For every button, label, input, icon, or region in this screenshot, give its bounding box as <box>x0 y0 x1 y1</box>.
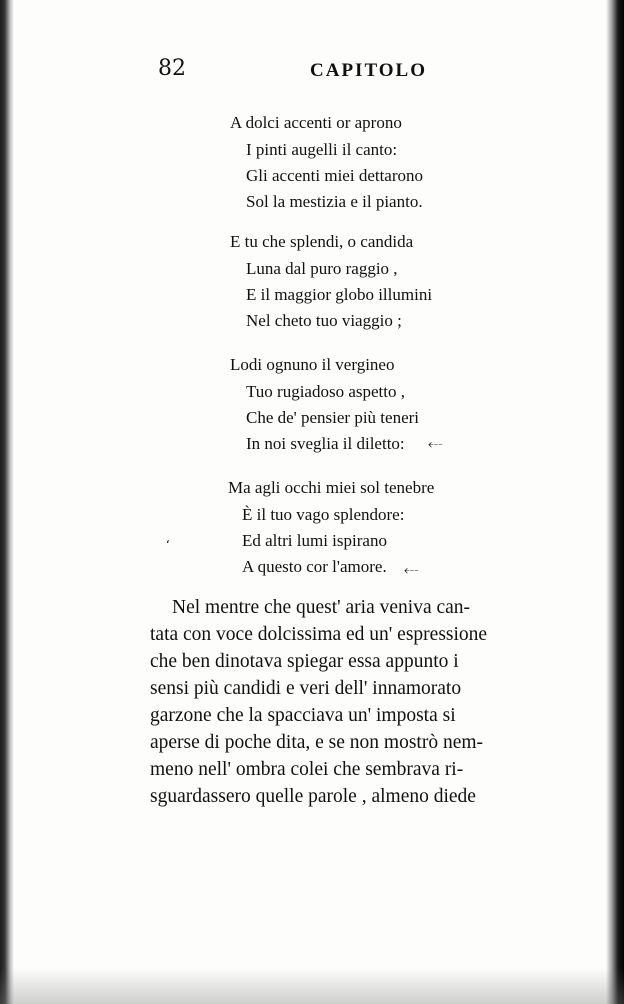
prose-line: sguardassero quelle parole , almeno diede <box>150 786 476 807</box>
ink-mark: ⤎ <box>428 436 443 452</box>
verse-line: È il tuo vago splendore: <box>242 505 405 524</box>
verse-line: Lodi ognuno il vergineo <box>230 355 395 374</box>
page-bottom-edge <box>0 968 624 1004</box>
prose-line: sensi più candidi e veri dell' innamorato <box>150 678 462 699</box>
verse-line: E tu che splendi, o candida <box>230 232 414 251</box>
prose-line: meno nell' ombra colei che sembrava ri- <box>150 759 464 780</box>
prose-line: Nel mentre che quest' aria veniva can- <box>172 597 471 618</box>
page-number: 82 <box>158 56 186 81</box>
verse-line: E il maggior globo illumini <box>246 285 433 304</box>
verse-line: Ma agli occhi miei sol tenebre <box>228 478 435 497</box>
prose-line: tata con voce dolcissima ed un' espressione <box>150 624 488 645</box>
verse-line: Tuo rugiadoso aspetto , <box>246 382 405 401</box>
verse-line: Ed altri lumi ispirano <box>242 531 387 550</box>
verse-line: A questo cor l'amore. <box>242 557 387 576</box>
verse-line: Gli accenti miei dettarono <box>246 166 424 185</box>
page-right-edge <box>606 0 624 1004</box>
verse-line: Che de' pensier più teneri <box>246 408 420 427</box>
ink-speck: ‘ <box>166 538 170 552</box>
running-head: CAPITOLO <box>310 60 428 81</box>
prose-line: garzone che la spacciava un' imposta si <box>150 705 456 726</box>
verse-line: Nel cheto tuo viaggio ; <box>246 311 402 330</box>
page-left-edge <box>0 0 14 1004</box>
verse-line: Sol la mestizia e il pianto. <box>246 192 423 211</box>
verse-line: I pinti augelli il canto: <box>246 140 398 159</box>
ink-mark: ⤎ <box>404 562 419 578</box>
prose-line: che ben dinotava spiegar essa appunto i <box>150 651 459 672</box>
verse-line: A dolci accenti or aprono <box>230 113 402 132</box>
verse-line: Luna dal puro raggio , <box>246 259 398 278</box>
prose-line: aperse di poche dita, e se non mostrò nem- <box>150 732 484 753</box>
verse-line: In noi sveglia il diletto: <box>246 434 405 453</box>
